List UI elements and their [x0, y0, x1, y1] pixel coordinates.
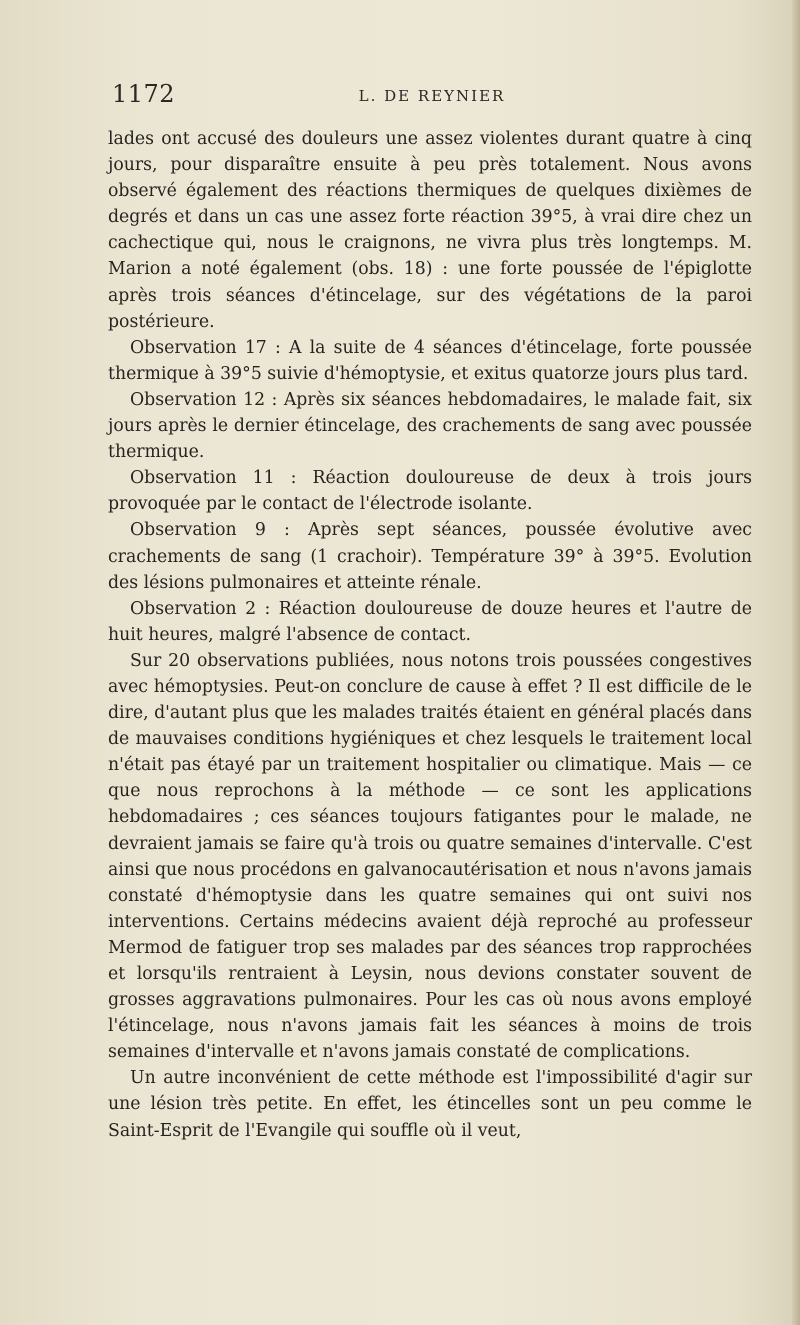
paragraph-continuation: lades ont accusé des douleurs une assez violentes durant quatre à cinq jours, pour disparaître ensuite à peu près totalement. Nous avons observé également des réactions thermiques de quelques dixièmes de degrés et dans un cas une assez forte réaction 39°5, à vrai dire chez un cachectique qui, nous le craignons, ne vivra plus très longtemps. M. Marion a noté également (obs. 18) : une forte poussée de l'épiglotte après trois séances d'étincelage, sur des végétations de la paroi postérieure.	[108, 129, 752, 332]
running-head: L. DE REYNIER	[358, 87, 506, 105]
paragraph-observation-11: Observation 11 : Réaction douloureuse de deux à trois jours provoquée par le contact de l'électrode isolante.	[108, 468, 752, 515]
paragraph-summary: Sur 20 observations publiées, nous notons trois poussées congestives avec hémoptysies. Peut-on conclure de cause à effet ? Il est difficile de le dire, d'autant plus que les malades traités étaient en général placés dans de mauvaises conditions hygiéniques et chez lesquels le traitement local n'était pas étayé par un traitement hospitalier ou climatique. Mais — ce que nous reprochons à la méthode — ce sont les applications hebdomadaires ; ces séances toujours fatigantes pour le malade, ne devraient jamais se faire qu'à trois ou quatre semaines d'intervalle. C'est ainsi que nous procédons en galvanocautérisation et nous n'avons jamais constaté d'hémoptysie dans les quatre semaines qui ont suivi nos interventions. Certains médecins avaient déjà reproché au professeur Mermod de fatiguer trop ses malades par des séances trop rapprochées et lorsqu'ils rentraient à Leysin, nous devions constater souvent de grosses aggravations pulmonaires. Pour les cas où nous avons employé l'étincelage, nous n'avons jamais fait les séances à moins de trois semaines d'intervalle et n'avons jamais constaté de complications.	[108, 650, 752, 1063]
paragraph-observation-12: Observation 12 : Après six séances hebdomadaires, le malade fait, six jours après le dernier étincelage, des crachements de sang avec poussée thermique.	[108, 389, 752, 463]
paragraph-inconvenience: Un autre inconvénient de cette méthode est l'impossibilité d'agir sur une lésion très petite. En effet, les étincelles sont un peu comme le Saint-Esprit de l'Evangile qui souffle où il veut,	[108, 1068, 752, 1141]
page-number: 1172	[112, 80, 176, 108]
paragraph-observation-9: Observation 9 : Après sept séances, poussée évolutive avec crachements de sang (1 crachoir). Température 39° à 39°5. Evolution des lésions pulmonaires et atteinte rénale.	[108, 520, 752, 593]
paragraph-observation-17: Observation 17 : A la suite de 4 séances d'étincelage, forte poussée thermique à 39°5 suivie d'hémoptysie, et exitus quatorze jours plus tard.	[108, 337, 752, 384]
paragraph-observation-2: Observation 2 : Réaction douloureuse de douze heures et l'autre de huit heures, malgré l'absence de contact.	[108, 598, 752, 645]
page-edge-shadow	[792, 0, 800, 1325]
page-header	[112, 80, 752, 116]
body-text	[108, 126, 752, 1144]
